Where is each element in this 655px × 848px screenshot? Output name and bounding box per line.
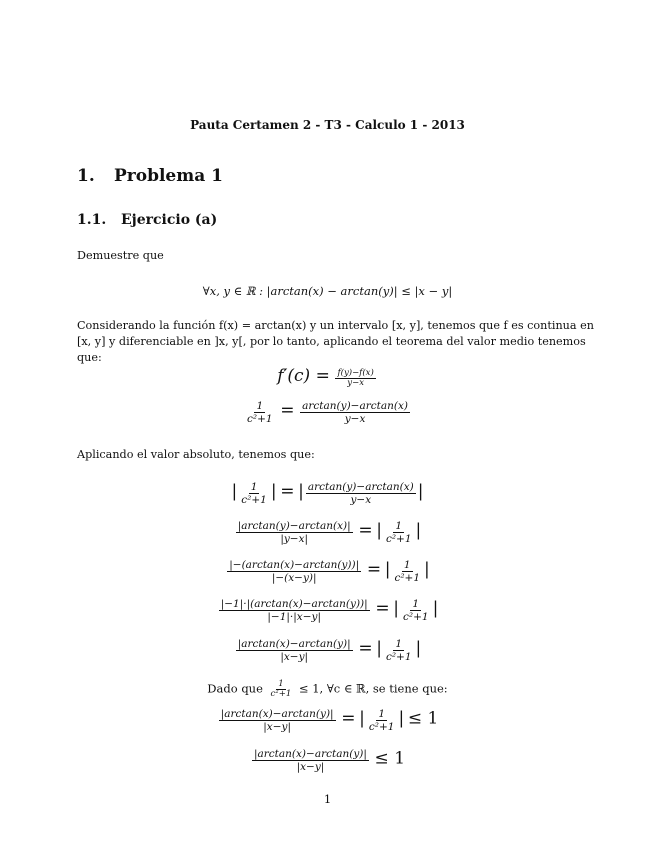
denominator: c²+1 (394, 572, 421, 584)
denominator: c²+1 (247, 413, 273, 425)
fraction (236, 520, 353, 545)
section-number: 1. (77, 166, 95, 186)
dado-post: ≤ 1, ∀c ∈ ℝ, se tiene que: (298, 681, 448, 696)
fraction (236, 638, 353, 663)
numerator: 1 (378, 708, 386, 720)
subsection-heading (77, 212, 217, 228)
denominator: c²+1 (368, 721, 395, 733)
fraction (367, 708, 397, 733)
denominator: c²+1 (270, 689, 292, 699)
leq-one: ≤ 1 (374, 748, 406, 769)
numerator: |arctan(x)−arctan(y)| (237, 638, 351, 650)
fraction (239, 481, 269, 506)
denominator: c²+1 (241, 494, 267, 506)
equation-abs-5: $\frac{|\arctan(x)-\arctan(y)|}{|x-y|}$ = | $\frac{1}{\text{c²+1}}$ | (237, 638, 422, 663)
denominator: y−x (347, 377, 364, 388)
section-heading (77, 166, 223, 186)
fraction (384, 638, 414, 663)
denominator: |x−y| (263, 721, 291, 733)
numerator: 1 (403, 559, 411, 571)
dado-pre: Dado que (207, 681, 263, 696)
numerator: f(y)−f(x) (337, 367, 374, 378)
equation-abs-2: $\frac{|\arctan(y)-\arctan(x)|}{|y-x|}$ = | $\frac{1}{\text{c²+1}}$ | (237, 520, 422, 545)
numerator: arctan(y)−arctan(x) (307, 481, 414, 493)
numerator: 1 (395, 638, 403, 650)
fraction (227, 559, 361, 584)
leq-one: ≤ 1 (407, 708, 439, 729)
denominator: c²+1 (385, 533, 412, 545)
eq-mvt-lhs: f′(c) = (277, 366, 330, 386)
abs-paragraph: Aplicando el valor absoluto, tenemos que: (77, 448, 315, 461)
subsection-number: 1.1. (77, 212, 107, 228)
numerator: 1 (278, 679, 284, 689)
denominator: |−1|·|x−y| (267, 611, 321, 623)
subsection-title: Ejercicio (a) (121, 212, 218, 228)
denominator: |y−x| (280, 533, 309, 545)
numerator: 1 (412, 598, 420, 610)
denominator: |x−y| (280, 651, 309, 663)
numerator: 1 (250, 481, 258, 493)
fraction (245, 400, 275, 425)
numerator: 1 (395, 520, 403, 532)
fraction (252, 748, 369, 773)
denominator: |x−y| (296, 761, 325, 773)
fraction (219, 708, 336, 733)
equation-derivative: $\frac{1}{\text{c²+1}}$ = $\frac{\arctan(y)-\arctan(x)}{y-x}$ (247, 400, 408, 425)
numerator: |arctan(x)−arctan(y)| (220, 708, 334, 720)
equation-abs-1: | $\frac{1}{\text{c²+1}}$ | = | $\frac{\arctan(y)-\arctan(x)}{y-x}$ | (231, 481, 424, 506)
fraction (384, 520, 414, 545)
fraction (335, 369, 375, 388)
fraction (219, 598, 370, 623)
dado-que-line (0, 680, 655, 699)
equation-abs-3: $\frac{|-(\arctan(x)-\arctan(y))|}{|-(x-y)|}$ = | $\frac{1}{\text{c²+1}}$ | (229, 559, 430, 584)
denominator: c²+1 (402, 611, 429, 623)
numerator: 1 (256, 400, 264, 412)
fraction (401, 598, 431, 623)
equation-ineq-2 (0, 748, 655, 773)
mvt-paragraph: Considerando la función f(x) = arctan(x) y un intervalo [x, y], tenemos que f es continua en [x, y] y diferenciable en ]x, y[, por lo tanto, aplicando el teorema del valor medio tenemos que: (77, 319, 594, 364)
numerator: |−(arctan(x)−arctan(y))| (229, 559, 360, 571)
statement-equation: ∀x, y ∈ ℝ : |arctan(x) − arctan(y)| ≤ |x − y| (202, 284, 453, 298)
denominator: y−x (344, 413, 366, 425)
equation-mvt (0, 366, 655, 388)
equation-abs-4: $\frac{|-1|\cdot|(\arctan(x)-\arctan(y))|}{|-1|\cdot|x-y|}$ = | $\frac{1}{\text{c²+1}}$ | (220, 598, 439, 623)
numerator: |arctan(x)−arctan(y)| (253, 748, 367, 760)
fraction (269, 680, 294, 699)
fraction (392, 559, 422, 584)
page-number: 1 (323, 792, 332, 806)
denominator: y−x (350, 494, 372, 506)
denominator: |−(x−y)| (271, 572, 317, 584)
section-title: Problema 1 (114, 166, 223, 186)
equation-ineq-1: $\frac{|\arctan(x)-\arctan(y)|}{|x-y|}$ = | $\frac{1}{\text{c²+1}}$ | ≤ 1 (220, 708, 439, 733)
intro-text: Demuestre que (77, 249, 164, 262)
numerator: |−1|·|(arctan(x)−arctan(y))| (220, 598, 368, 610)
document-title: Pauta Certamen 2 - T3 - Calculo 1 - 2013 (190, 118, 465, 132)
numerator: arctan(y)−arctan(x) (302, 400, 408, 412)
numerator: |arctan(y)−arctan(x)| (237, 520, 351, 532)
fraction (300, 400, 410, 425)
fraction (306, 481, 416, 506)
denominator: c²+1 (385, 651, 412, 663)
